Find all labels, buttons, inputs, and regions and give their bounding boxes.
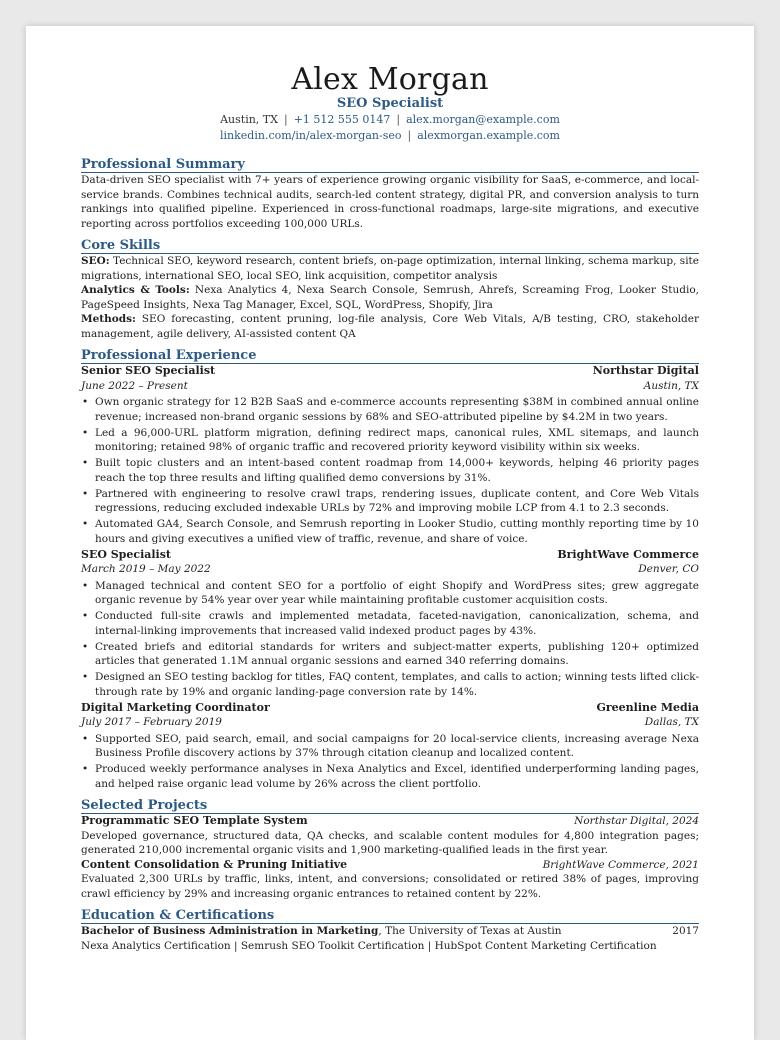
education-entry <box>81 924 699 939</box>
job-header <box>81 364 699 379</box>
section-title-summary: Professional Summary <box>81 158 699 173</box>
candidate-role: SEO Specialist <box>336 96 444 111</box>
school: , The University of Texas at Austin <box>378 925 562 937</box>
job-meta <box>81 715 699 730</box>
project-header <box>81 858 699 873</box>
separator: | <box>407 129 412 142</box>
contact-line-2 <box>81 128 699 144</box>
separator: | <box>396 113 401 126</box>
job-company: Northstar Digital <box>592 364 699 377</box>
job-location: Denver, CO <box>638 563 699 575</box>
job-role: Digital Marketing Coordinator <box>81 700 270 714</box>
job-role: SEO Specialist <box>81 547 172 561</box>
bullet-item: • Led a 96,000-URL platform migration, defining redirect maps, canonical rules, XML sitemaps, and launch monitoring; retained 98% of organic traffic and recovered priority keyword visibility within six weeks. <box>82 426 699 453</box>
location: Austin, TX <box>220 113 278 126</box>
job-bullets <box>81 579 699 700</box>
skill-line-seo <box>81 254 699 283</box>
section-title-experience: Professional Experience <box>81 349 699 364</box>
website-link[interactable]: alexmorgan.example.com <box>417 129 560 142</box>
certifications: Nexa Analytics Certification | Semrush SEO Toolkit Certification | HubSpot Content Marketing Certification <box>81 939 657 952</box>
resume-page <box>26 26 754 1040</box>
job-meta <box>81 379 699 394</box>
bullet-item: • Supported SEO, paid search, email, and social campaigns for 20 local-service clients, increasing average Nexa Business Profile discovery actions by 37% through citation cleanup and localized content. <box>82 732 699 759</box>
skill-text: SEO forecasting, content pruning, log-file analysis, Core Web Vitals, A/B testing, CRO, stakeholder management, agile delivery, AI-assisted content QA <box>81 313 699 340</box>
bullet-item: • Designed an SEO testing backlog for titles, FAQ content, templates, and calls to action; winning tests lifted click-through rate by 19% and organic landing-page conversion rate by 14%. <box>82 671 700 698</box>
contact-line-1 <box>81 112 699 128</box>
project-name: Programmatic SEO Template System <box>81 814 308 827</box>
resume-content <box>81 64 699 953</box>
skill-text: Nexa Analytics 4, Nexa Search Console, Semrush, Ahrefs, Screaming Frog, Looker Studio, PageSpeed Insights, Nexa Tag Manager, Excel, SQL, WordPress, Shopify, Jira <box>81 284 700 311</box>
job-dates: March 2019 – May 2022 <box>81 563 211 575</box>
job-dates: July 2017 – February 2019 <box>81 716 222 728</box>
job-dates: June 2022 – Present <box>81 379 188 392</box>
separator: | <box>283 113 288 126</box>
bullet-item: • Conducted full-site crawls and implemented metadata, faceted-navigation, canonicalization, schema, and internal-linking improvements that increased valid indexed product pages by 43%. <box>82 610 699 637</box>
graduation-year: 2017 <box>672 925 699 937</box>
job-bullets <box>81 732 699 792</box>
project-text: Evaluated 2,300 URLs by traffic, links, intent, and conversions; consolidated or retired 38% of pages, improving crawl efficiency by 29% and increasing organic entrances to retained content by 22%. <box>81 873 699 900</box>
section-title-skills: Core Skills <box>81 239 699 254</box>
job-location: Dallas, TX <box>644 716 699 728</box>
phone-link[interactable]: +1 512 555 0147 <box>293 113 391 126</box>
project-header <box>81 814 699 829</box>
skill-line-methods <box>81 312 699 341</box>
skill-text: Technical SEO, keyword research, content briefs, on-page optimization, internal linking, schema markup, site migrations, international SEO, local SEO, link acquisition, competitor analysis <box>81 255 699 282</box>
skill-line-tools <box>81 283 699 312</box>
skill-label: Analytics & Tools: <box>81 284 190 296</box>
bullet-item: • Produced weekly performance analyses in Nexa Analytics and Excel, identified underperforming landing pages, and helped raise organic lead volume by 26% across the client portfolio. <box>82 763 699 790</box>
bullet-item: • Automated GA4, Search Console, and Semrush reporting in Looker Studio, cutting monthly reporting time by 10 hours and giving executives a unified view of traffic, revenue, and share of voice. <box>82 518 699 545</box>
job-header <box>81 548 699 563</box>
section-title-education: Education & Certifications <box>81 909 699 924</box>
summary-text: Data-driven SEO specialist with 7+ years of experience growing organic visibility for SaaS, e-commerce, and local-service brands. Combines technical audits, search-led content strategy, digital PR, and conversion analysis to turn rankings into qualified pipeline. Experienced in cross-functional roadmaps, large-site migrations, and executive reporting across portfolios exceeding 100,000 URLs. <box>81 174 699 230</box>
project-text: Developed governance, structured data, QA checks, and scalable content modules for 4,800 integration pages; generated 210,000 incremental organic visits and 1,900 marketing-qualified leads in the first year. <box>81 829 699 856</box>
project-name: Content Consolidation & Pruning Initiative <box>81 857 348 871</box>
bullet-item: • Partnered with engineering to resolve crawl traps, rendering issues, duplicate content, and Core Web Vitals regressions, reducing excluded indexable URLs by 72% and improving mobile LCP from 4.1 to 2.3 seconds. <box>82 487 699 514</box>
bullet-item: • Created briefs and editorial standards for writers and subject-matter experts, publishing 120+ optimized articles that generated 1.1M annual organic sessions and earned 340 referring domains. <box>82 640 699 667</box>
project-context: Northstar Digital, 2024 <box>574 815 699 827</box>
bullet-item: • Managed technical and content SEO for a portfolio of eight Shopify and WordPress sites; grew aggregate organic revenue by 54% year over year while maintaining profitable customer acquisition costs. <box>82 579 699 606</box>
job-header <box>81 701 699 716</box>
degree: Bachelor of Business Administration in Marketing <box>81 925 379 937</box>
job-company: BrightWave Commerce <box>557 547 699 561</box>
project-context: BrightWave Commerce, 2021 <box>542 858 699 871</box>
section-title-projects: Selected Projects <box>81 799 699 814</box>
skill-label: SEO: <box>81 255 110 267</box>
job-location: Austin, TX <box>643 379 699 392</box>
email-link[interactable]: alex.morgan@example.com <box>406 113 560 126</box>
candidate-name: Alex Morgan <box>291 62 489 97</box>
bullet-item: • Built topic clusters and an intent-based content roadmap from 14,000+ keywords, helping 46 priority pages reach the top three results and lifting qualified demo conversions by 31%. <box>82 457 699 484</box>
job-bullets <box>81 395 699 546</box>
job-company: Greenline Media <box>596 700 699 714</box>
bullet-item: • Own organic strategy for 12 B2B SaaS and e-commerce accounts representing $38M in combined annual online revenue; increased non-brand organic sessions by 68% and SEO-attributed pipeline by $4.2M in two years. <box>82 396 699 423</box>
skill-label: Methods: <box>81 313 136 325</box>
job-meta <box>81 562 699 577</box>
job-role: Senior SEO Specialist <box>81 364 216 377</box>
linkedin-link[interactable]: linkedin.com/in/alex-morgan-seo <box>220 129 402 142</box>
